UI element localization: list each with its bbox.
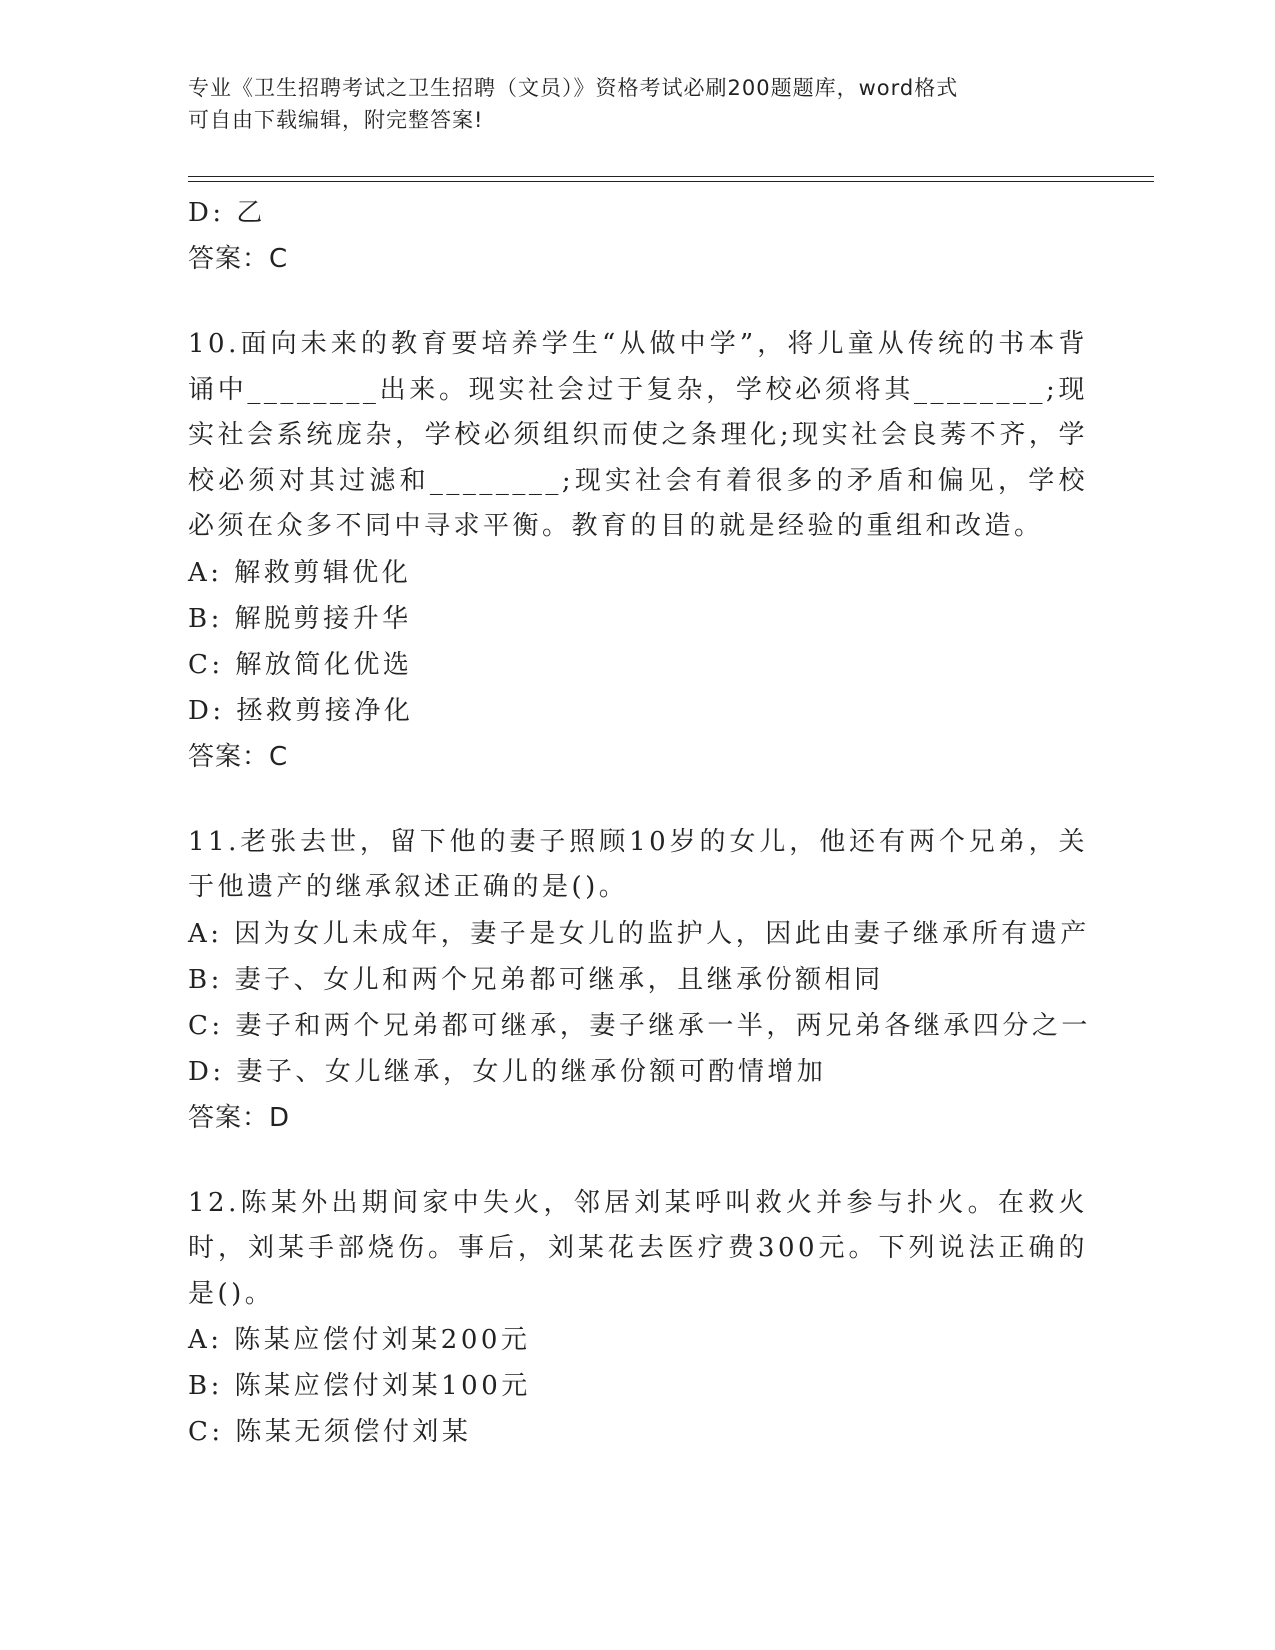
option-c: C: 解放简化优选 [188,649,413,680]
header-title-line-1: 专业《卫生招聘考试之卫生招聘（文员）》资格考试必刷200题题库，word格式 [188,76,959,100]
question-11 [188,820,1091,1141]
option-a: A: 解救剪辑优化 [188,557,412,588]
option-d: D: 拯救剪接净化 [188,695,414,726]
option-b: B: 妻子、女儿和两个兄弟都可继承，且继承份额相同 [188,964,884,995]
header-title-line-2: 可自由下载编辑，附完整答案! [188,108,484,132]
previous-question-tail [188,190,1088,282]
question-12 [188,1181,1088,1456]
option-a: A: 因为女儿未成年，妻子是女儿的监护人，因此由妻子继承所有遗产 [188,918,1090,949]
question-10 [188,322,1088,780]
question-content [188,190,1091,1455]
option-c: C: 妻子和两个兄弟都可继承，妻子继承一半，两兄弟各继承四分之一 [188,1010,1091,1041]
header-rule-bottom [188,181,1154,182]
header-rule-top [188,176,1154,177]
option-c: C: 陈某无须偿付刘某 [188,1417,472,1447]
option-b: B: 解脱剪接升华 [188,603,412,634]
document-header [188,72,1088,136]
option-d: D: 乙 [188,198,266,228]
question-stem: 12.陈某外出期间家中失火，邻居刘某呼叫救火并参与扑火。在救火时，刘某手部烧伤。事后，刘某花去医疗费300元。下列说法正确的是()。 [188,1187,1088,1309]
answer-line: 答案：C [188,244,289,274]
option-a: A: 陈某应偿付刘某200元 [188,1325,531,1355]
answer-line: 答案：D [188,1102,291,1133]
question-stem: 10.面向未来的教育要培养学生“从做中学”，将儿童从传统的书本背诵中________出来。现实社会过于复杂，学校必须将其________;现实社会系统庞杂，学校必须组织而使之条理化;现实社会良莠不齐，学校必须对其过滤和________;现实社会有着很多的矛盾和偏见，学校必须在众多不同中寻求平衡。教育的目的就是经验的重组和改造。 [188,329,1088,541]
option-d: D: 妻子、女儿继承，女儿的继承份额可酌情增加 [188,1056,827,1087]
answer-line: 答案：C [188,741,289,772]
question-stem: 11.老张去世，留下他的妻子照顾10岁的女儿，他还有两个兄弟，关于他遗产的继承叙述正确的是()。 [188,826,1088,902]
option-b: B: 陈某应偿付刘某100元 [188,1371,531,1401]
